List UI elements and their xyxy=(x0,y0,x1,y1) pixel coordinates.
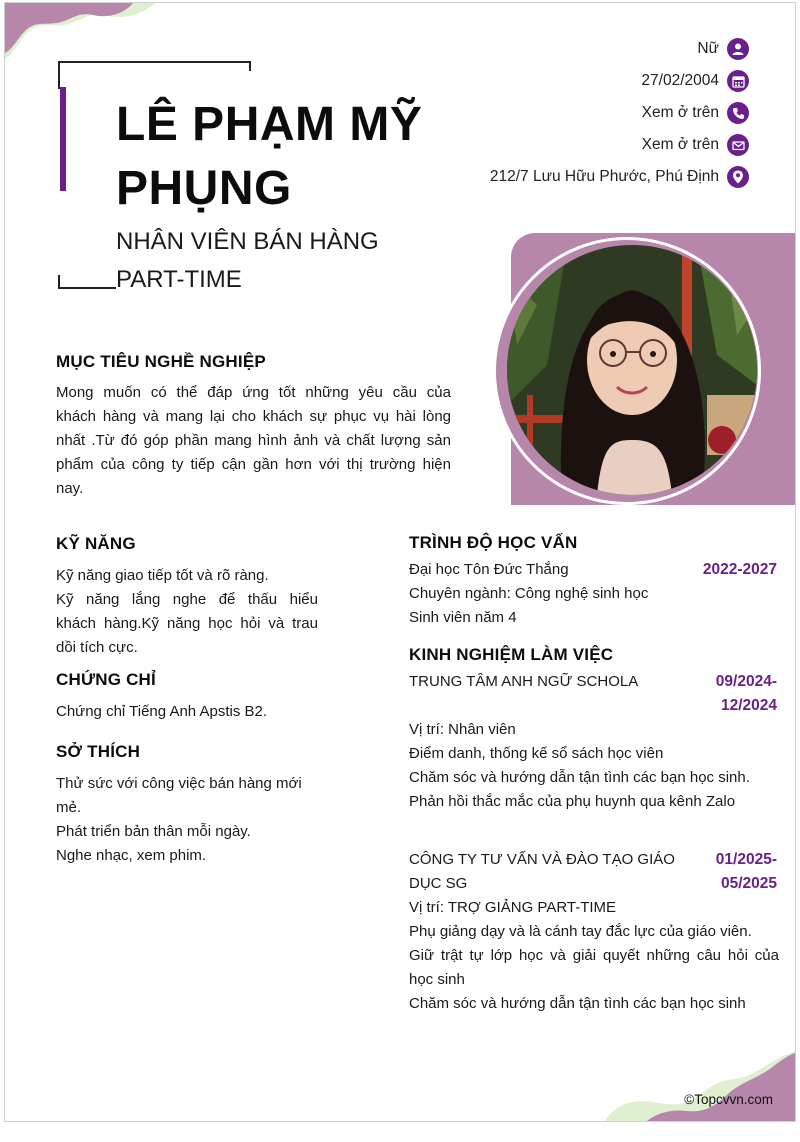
contact-text: Xem ở trên xyxy=(641,136,719,153)
job-company xyxy=(409,848,675,896)
hobby-line: mẻ. xyxy=(56,799,82,816)
education-school: Đại học Tôn Đức Thắng xyxy=(409,561,569,578)
job-details xyxy=(409,896,779,1016)
objective-line: phẩm của công ty tiếp cận gần hơn với thị trường hiện xyxy=(56,456,451,473)
job-date-line: 09/2024- xyxy=(715,673,777,690)
contact-phone xyxy=(369,97,749,129)
contact-text: 27/02/2004 xyxy=(641,72,719,89)
person-icon xyxy=(727,38,749,60)
job-date xyxy=(716,670,777,718)
education-details xyxy=(409,582,777,630)
hobbies-title: SỞ THÍCH xyxy=(56,742,141,761)
job-company-line: CÔNG TY TƯ VẤN VÀ ĐÀO TẠO GIÁO xyxy=(409,851,675,868)
contact-email xyxy=(369,129,749,161)
job-detail-line: Chăm sóc và hướng dẫn tận tình các bạn học sinh. xyxy=(409,769,750,786)
job-date-line: 01/2025- xyxy=(715,851,777,868)
job-date xyxy=(716,848,777,896)
phone-icon xyxy=(727,102,749,124)
name-line: PHỤNG xyxy=(116,162,292,215)
contact-address xyxy=(369,161,749,193)
footer-credit: ©Topcvvn.com xyxy=(684,1092,773,1107)
decor-blob-bottom-right xyxy=(605,1051,795,1121)
education-major: Chuyên ngành: Công nghệ sinh học xyxy=(409,585,649,602)
job-company-line: TRUNG TÂM ANH NGỮ SCHOLA xyxy=(409,673,639,690)
job-detail-line: Chăm sóc và hướng dẫn tận tình các bạn học sinh xyxy=(409,995,746,1012)
skills-line: Kỹ năng giao tiếp tốt và rõ ràng. xyxy=(56,567,269,584)
certificates-text xyxy=(56,700,318,724)
job-company-line: DỤC SG xyxy=(409,875,468,892)
contact-gender xyxy=(369,33,749,65)
job-date-line: 05/2025 xyxy=(720,875,777,892)
profile-photo xyxy=(507,245,757,495)
job-entry xyxy=(409,670,777,718)
certificate-line: Chứng chỉ Tiếng Anh Apstis B2. xyxy=(56,703,268,720)
hobby-line: Nghe nhạc, xem phim. xyxy=(56,847,207,864)
education-entry xyxy=(409,558,777,582)
job-details xyxy=(409,718,779,814)
skills-line: Kỹ năng lắng nghe để thấu hiểu xyxy=(56,591,318,608)
job-title-line: PART-TIME xyxy=(116,266,242,293)
skills-line: khách hàng.Kỹ năng học hỏi và trau xyxy=(56,615,318,632)
job-detail-line: Điểm danh, thống kế sổ sách học viên xyxy=(409,745,664,762)
job-detail-line: Giữ trật tự lớp học và giải quyết những câu hỏi của xyxy=(409,947,779,964)
location-icon xyxy=(727,166,749,188)
job-detail-line: học sinh xyxy=(409,971,465,988)
certificates-title: CHỨNG CHỈ xyxy=(56,670,156,689)
contact-text: 212/7 Lưu Hữu Phước, Phú Định xyxy=(489,168,719,185)
contact-info xyxy=(369,33,749,193)
objective-line: nhất .Từ đó góp phần mang hình ảnh và chất lượng sản xyxy=(56,432,451,449)
header-frame-right xyxy=(249,61,251,71)
calendar-icon xyxy=(727,70,749,92)
mail-icon xyxy=(727,134,749,156)
contact-birthday xyxy=(369,65,749,97)
skills-text xyxy=(56,564,318,660)
job-entry xyxy=(409,848,777,896)
education-date: 2022-2027 xyxy=(702,561,777,578)
experience-title: KINH NGHIỆM LÀM VIỆC xyxy=(409,645,614,664)
objective-line: Mong muốn có thể đáp ứng tốt những yêu cầu của xyxy=(56,384,451,401)
job-title xyxy=(116,223,416,299)
contact-text: Xem ở trên xyxy=(641,104,719,121)
header-frame-bottom xyxy=(58,287,116,289)
decor-blob-top-left xyxy=(5,3,165,63)
hobbies-text xyxy=(56,772,326,868)
header-frame-top xyxy=(58,61,251,63)
job-detail-line: Phụ giảng dạy và là cánh tay đắc lực của giáo viên. xyxy=(409,923,752,940)
cv-page xyxy=(4,2,796,1122)
header-frame-left xyxy=(58,61,60,89)
job-detail-line: Phản hồi thắc mắc của phụ huynh qua kênh Zalo xyxy=(409,793,736,810)
job-company xyxy=(409,670,638,718)
skills-line: dồi tích cực. xyxy=(56,639,138,656)
contact-text: Nữ xyxy=(697,40,719,57)
education-title: TRÌNH ĐỘ HỌC VẤN xyxy=(409,533,578,552)
job-title-line: NHÂN VIÊN BÁN HÀNG xyxy=(116,228,379,255)
objective-line: nay. xyxy=(56,480,84,497)
job-detail-line: Vị trí: TRỢ GIẢNG PART-TIME xyxy=(409,899,617,916)
objective-line: khách hàng và mang lại cho khách sự phục vụ hài lòng xyxy=(56,408,451,425)
job-date-line: 12/2024 xyxy=(720,697,777,714)
skills-title: KỸ NĂNG xyxy=(56,534,136,553)
objective-text xyxy=(56,381,451,501)
objective-title: MỤC TIÊU NGHỀ NGHIỆP xyxy=(56,352,266,371)
hobby-line: Phát triển bản thân mỗi ngày. xyxy=(56,823,251,840)
job-detail-line: Vị trí: Nhân viên xyxy=(409,721,516,738)
name-line: LÊ PHẠM MỸ xyxy=(116,98,423,151)
hobby-line: Thử sức với công việc bán hàng mới xyxy=(56,775,302,792)
education-year: Sinh viên năm 4 xyxy=(409,609,517,626)
header-accent-bar xyxy=(60,87,66,191)
